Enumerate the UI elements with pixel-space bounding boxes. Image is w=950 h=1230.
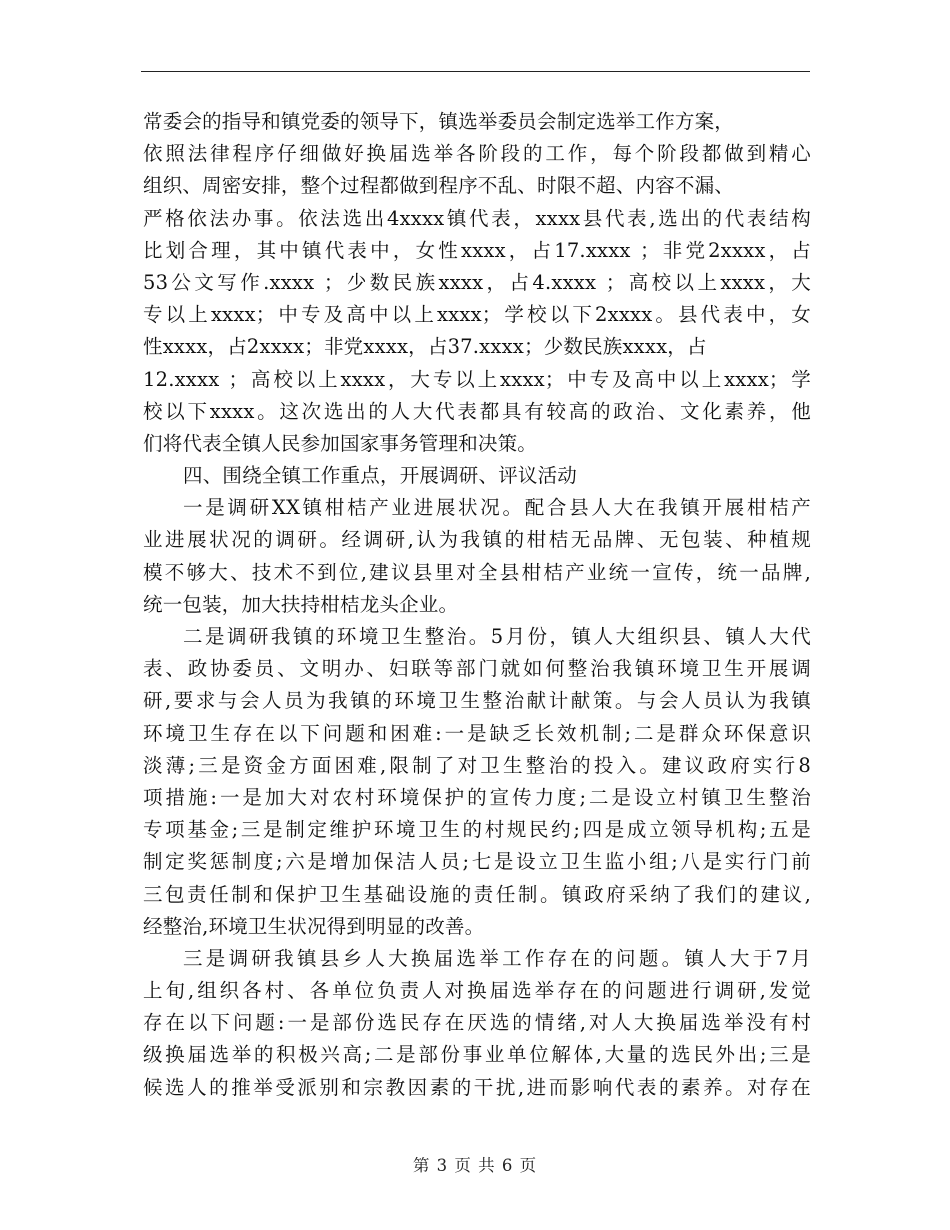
text-line: 项措施:一是加大对农村环境保护的宣传力度;二是设立村镇卫生整治 [143,785,811,809]
text-line: 53公文写作.xxxx ；少数民族xxxx，占4.xxxx ；高校以上xxxx，大 [143,270,811,294]
text-line: 专项基金;三是制定维护环境卫生的村规民约;四是成立领导机构;五是 [143,818,811,842]
text-line: 环境卫生存在以下问题和困难:一是缺乏长效机制;二是群众环保意识 [143,721,811,745]
text-line: 校以下xxxx。这次选出的人大代表都具有较高的政治、文化素养，他 [143,399,811,423]
text-line: 们将代表全镇人民参加国家事务管理和决策。 [143,431,538,455]
document-body [143,106,811,1104]
text-line: 表、政协委员、文明办、妇联等部门就如何整治我镇环境卫生开展调 [143,657,811,681]
text-line: 业进展状况的调研。经调研,认为我镇的柑桔无品牌、无包装、种植规 [143,528,811,552]
text-line: 12.xxxx ；高校以上xxxx，大专以上xxxx；中专及高中以上xxxx；学 [143,367,811,391]
text-line: 淡薄;三是资金方面困难,限制了对卫生整治的投入。建议政府实行8 [143,753,811,777]
text-line: 制定奖惩制度;六是增加保洁人员;七是设立卫生监小组;八是实行门前 [143,850,811,874]
text-line: 存在以下问题:一是部份选民存在厌选的情绪,对人大换届选举没有村 [143,1011,811,1035]
page-footer: 第 3 页 共 6 页 [412,1156,538,1175]
text-line: 依照法律程序仔细做好换届选举各阶段的工作，每个阶段都做到精心 [143,142,811,166]
text-line: 比划合理，其中镇代表中，女性xxxx，占17.xxxx ；非党2xxxx，占 [143,238,811,262]
text-line: 性xxxx，占2xxxx；非党xxxx，占37.xxxx；少数民族xxxx，占 [143,335,707,359]
text-line: 统一包装，加大扶持柑桔龙头企业。 [143,592,459,616]
text-line: 研,要求与会人员为我镇的环境卫生整治献计献策。与会人员认为我镇 [143,689,811,713]
text-line: 经整治,环境卫生状况得到明显的改善。 [143,914,485,938]
text-line: 四、围绕全镇工作重点，开展调研、评议活动 [183,464,578,488]
text-line: 三包责任制和保护卫生基础设施的责任制。镇政府采纳了我们的建议, [143,882,811,906]
text-line: 严格依法办事。依法选出4xxxx镇代表，xxxx县代表,选出的代表结构 [143,206,811,230]
text-line: 级换届选举的积极兴高;二是部份事业单位解体,大量的选民外出;三是 [143,1043,811,1067]
text-line: 二是调研我镇的环境卫生整治。5月份，镇人大组织县、镇人大代 [183,625,811,648]
text-line: 三是调研我镇县乡人大换届选举工作存在的问题。镇人大于7月 [183,946,811,970]
text-line: 模不够大、技术不到位,建议县里对全县柑桔产业统一宣传，统一品牌, [143,560,811,584]
text-line: 一是调研XX镇柑桔产业进展状况。配合县人大在我镇开展柑桔产 [183,496,811,520]
text-line: 上旬,组织各村、各单位负责人对换届选举存在的问题进行调研,发觉 [143,979,811,1003]
text-line: 常委会的指导和镇党委的领导下，镇选举委员会制定选举工作方案， [143,110,735,133]
header-rule [141,71,810,72]
text-line: 候选人的推举受派别和宗教因素的干扰,进而影响代表的素养。对存在 [143,1075,811,1099]
text-line: 专以上xxxx；中专及高中以上xxxx；学校以下2xxxx。县代表中，女 [143,303,811,327]
text-line: 组织、周密安排，整个过程都做到程序不乱、时限不超、内容不漏、 [143,174,735,198]
